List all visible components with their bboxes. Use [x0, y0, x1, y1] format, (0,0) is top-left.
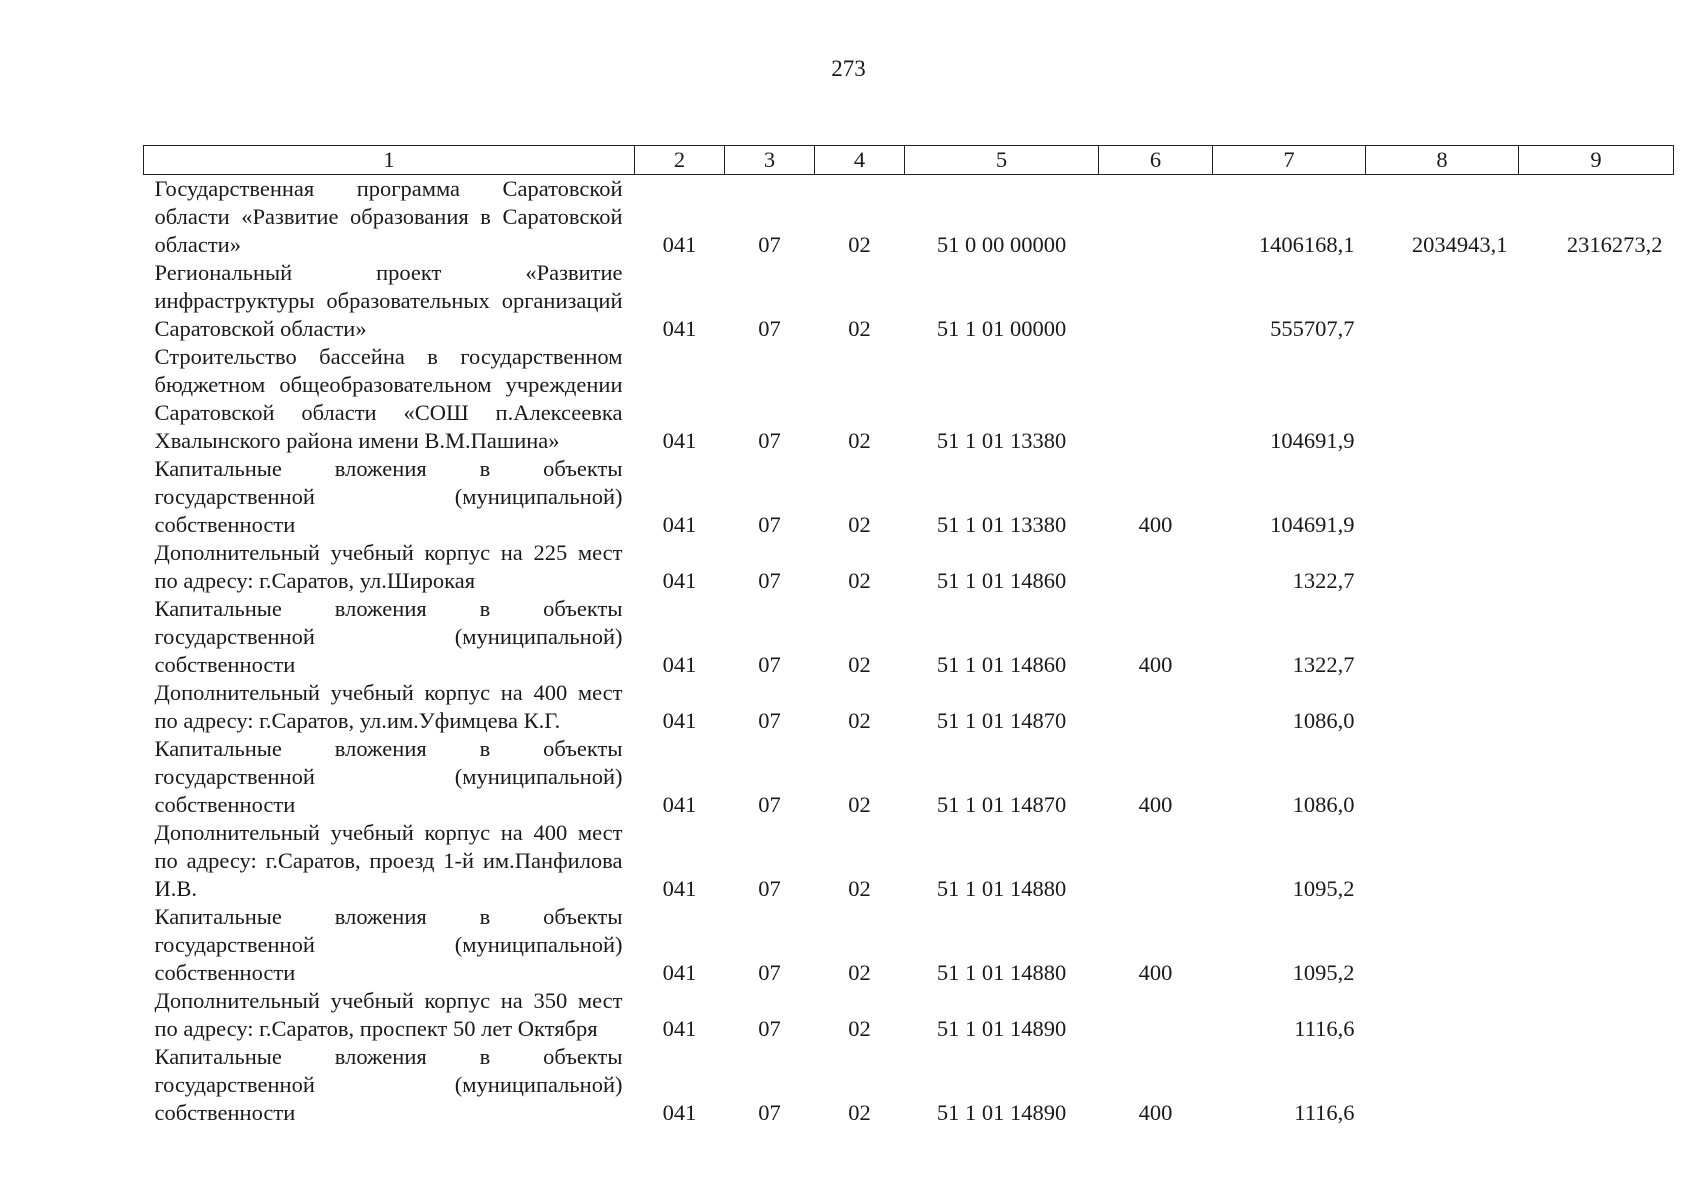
cell-target-article: 51 1 01 14870 — [936, 708, 1067, 733]
cell-amount-year2 — [1366, 259, 1519, 343]
cell-section: 07 — [758, 1016, 781, 1041]
cell-amount-year3 — [1519, 1043, 1674, 1127]
cell-expense-type — [1099, 679, 1213, 735]
cell-amount-year2 — [1366, 679, 1519, 735]
header-col-1: 1 — [144, 146, 635, 175]
cell-expense-type: 400 — [1138, 1100, 1173, 1125]
table-row — [144, 595, 1674, 679]
table-row — [144, 175, 1674, 260]
cell-subsection: 02 — [848, 960, 871, 985]
row-description: Дополнительный учебный корпус на 225 мест по адресу: г.Саратов, ул.Широкая — [154, 540, 623, 593]
cell-section: 07 — [758, 568, 781, 593]
cell-ministry: 041 — [662, 960, 697, 985]
cell-amount-year3 — [1519, 455, 1674, 539]
cell-section: 07 — [758, 876, 781, 901]
cell-amount-year2 — [1366, 595, 1519, 679]
cell-expense-type: 400 — [1138, 792, 1173, 817]
cell-amount-year2 — [1366, 987, 1519, 1043]
cell-ministry: 041 — [662, 428, 697, 453]
row-description: Капитальные вложения в объекты государственной (муниципальной) собственности — [154, 904, 623, 985]
cell-target-article: 51 1 01 14890 — [936, 1100, 1067, 1125]
cell-ministry: 041 — [662, 792, 697, 817]
cell-ministry: 041 — [662, 568, 697, 593]
cell-amount-year3 — [1519, 819, 1674, 903]
cell-subsection: 02 — [848, 512, 871, 537]
table-row — [144, 819, 1674, 903]
cell-ministry: 041 — [662, 512, 697, 537]
cell-amount-year2 — [1366, 903, 1519, 987]
cell-target-article: 51 1 01 14860 — [936, 652, 1067, 677]
row-description: Дополнительный учебный корпус на 400 мест по адресу: г.Саратов, ул.им.Уфимцева К.Г. — [154, 680, 623, 733]
row-description: Региональный проект «Развитие инфраструктуры образовательных организаций Саратовской области» — [154, 260, 623, 341]
cell-amount-year1: 1322,7 — [1292, 652, 1355, 677]
cell-target-article: 51 1 01 14890 — [936, 1016, 1067, 1041]
cell-expense-type: 400 — [1138, 652, 1173, 677]
cell-expense-type — [1099, 987, 1213, 1043]
row-description: Дополнительный учебный корпус на 350 мест по адресу: г.Саратов, проспект 50 лет Октября — [154, 988, 623, 1041]
row-description: Капитальные вложения в объекты государственной (муниципальной) собственности — [154, 736, 623, 817]
cell-target-article: 51 1 01 00000 — [936, 316, 1067, 341]
header-col-9: 9 — [1519, 146, 1674, 175]
row-description: Дополнительный учебный корпус на 400 мест по адресу: г.Саратов, проезд 1-й им.Панфилова И.В. — [154, 820, 623, 901]
table-row — [144, 259, 1674, 343]
cell-amount-year2 — [1366, 819, 1519, 903]
cell-subsection: 02 — [848, 568, 871, 593]
cell-amount-year1: 1086,0 — [1292, 708, 1355, 733]
cell-section: 07 — [758, 316, 781, 341]
cell-amount-year2: 2034943,1 — [1411, 232, 1508, 257]
cell-section: 07 — [758, 792, 781, 817]
cell-ministry: 041 — [662, 316, 697, 341]
cell-ministry: 041 — [662, 708, 697, 733]
cell-target-article: 51 1 01 14870 — [936, 792, 1067, 817]
cell-amount-year2 — [1366, 1043, 1519, 1127]
header-col-7: 7 — [1213, 146, 1366, 175]
table-body — [144, 175, 1674, 1128]
cell-amount-year2 — [1366, 735, 1519, 819]
row-description: Строительство бассейна в государственном бюджетном общеобразовательном учреждении Саратовской области «СОШ п.Алексеевка Хвалынского района имени В.М.Пашина» — [154, 344, 623, 453]
cell-subsection: 02 — [848, 652, 871, 677]
cell-section: 07 — [758, 960, 781, 985]
cell-section: 07 — [758, 708, 781, 733]
budget-table — [143, 145, 1674, 1127]
row-description: Государственная программа Саратовской области «Развитие образования в Саратовской области» — [154, 176, 623, 257]
cell-expense-type — [1099, 819, 1213, 903]
cell-amount-year2 — [1366, 343, 1519, 455]
table-row — [144, 539, 1674, 595]
cell-subsection: 02 — [848, 876, 871, 901]
cell-expense-type — [1099, 259, 1213, 343]
cell-amount-year1: 1095,2 — [1292, 960, 1355, 985]
cell-amount-year1: 1086,0 — [1292, 792, 1355, 817]
cell-target-article: 51 1 01 13380 — [936, 428, 1067, 453]
cell-subsection: 02 — [848, 792, 871, 817]
table-row — [144, 735, 1674, 819]
cell-section: 07 — [758, 1100, 781, 1125]
row-description: Капитальные вложения в объекты государственной (муниципальной) собственности — [154, 596, 623, 677]
cell-section: 07 — [758, 652, 781, 677]
page-number: 273 — [831, 56, 866, 81]
header-col-4: 4 — [815, 146, 905, 175]
cell-target-article: 51 1 01 14860 — [936, 568, 1067, 593]
cell-amount-year3 — [1519, 595, 1674, 679]
cell-ministry: 041 — [662, 1100, 697, 1125]
cell-amount-year3: 2316273,2 — [1566, 232, 1663, 257]
cell-amount-year2 — [1366, 455, 1519, 539]
header-col-2: 2 — [635, 146, 725, 175]
cell-amount-year1: 1322,7 — [1292, 568, 1355, 593]
table-row — [144, 455, 1674, 539]
cell-subsection: 02 — [848, 316, 871, 341]
cell-amount-year3 — [1519, 343, 1674, 455]
table-row — [144, 903, 1674, 987]
cell-amount-year1: 1406168,1 — [1258, 232, 1355, 257]
cell-subsection: 02 — [848, 232, 871, 257]
cell-amount-year3 — [1519, 539, 1674, 595]
cell-amount-year1: 1116,6 — [1294, 1100, 1355, 1125]
row-description: Капитальные вложения в объекты государственной (муниципальной) собственности — [154, 456, 623, 537]
cell-amount-year1: 1116,6 — [1294, 1016, 1355, 1041]
cell-expense-type: 400 — [1138, 512, 1173, 537]
cell-ministry: 041 — [662, 652, 697, 677]
cell-amount-year3 — [1519, 259, 1674, 343]
cell-target-article: 51 1 01 14880 — [936, 876, 1067, 901]
cell-amount-year1: 104691,9 — [1270, 428, 1355, 453]
table-row — [144, 1043, 1674, 1127]
header-col-6: 6 — [1099, 146, 1213, 175]
table-row — [144, 987, 1674, 1043]
cell-target-article: 51 1 01 14880 — [936, 960, 1067, 985]
header-col-8: 8 — [1366, 146, 1519, 175]
cell-expense-type — [1099, 539, 1213, 595]
cell-section: 07 — [758, 232, 781, 257]
cell-subsection: 02 — [848, 708, 871, 733]
cell-subsection: 02 — [848, 1100, 871, 1125]
cell-ministry: 041 — [662, 876, 697, 901]
cell-subsection: 02 — [848, 1016, 871, 1041]
cell-amount-year2 — [1366, 539, 1519, 595]
cell-expense-type — [1099, 343, 1213, 455]
cell-amount-year1: 104691,9 — [1270, 512, 1355, 537]
cell-amount-year3 — [1519, 679, 1674, 735]
cell-section: 07 — [758, 512, 781, 537]
cell-target-article: 51 0 00 00000 — [936, 232, 1067, 257]
cell-amount-year1: 555707,7 — [1270, 316, 1355, 341]
table-header-row — [144, 146, 1674, 175]
cell-expense-type: 400 — [1138, 960, 1173, 985]
cell-amount-year3 — [1519, 987, 1674, 1043]
cell-amount-year1: 1095,2 — [1292, 876, 1355, 901]
table-row — [144, 343, 1674, 455]
cell-section: 07 — [758, 428, 781, 453]
cell-amount-year3 — [1519, 903, 1674, 987]
cell-target-article: 51 1 01 13380 — [936, 512, 1067, 537]
header-col-5: 5 — [905, 146, 1099, 175]
row-description: Капитальные вложения в объекты государственной (муниципальной) собственности — [154, 1044, 623, 1125]
table-row — [144, 679, 1674, 735]
cell-ministry: 041 — [662, 232, 697, 257]
cell-amount-year3 — [1519, 735, 1674, 819]
cell-ministry: 041 — [662, 1016, 697, 1041]
header-col-3: 3 — [725, 146, 815, 175]
cell-expense-type — [1099, 175, 1213, 260]
cell-subsection: 02 — [848, 428, 871, 453]
